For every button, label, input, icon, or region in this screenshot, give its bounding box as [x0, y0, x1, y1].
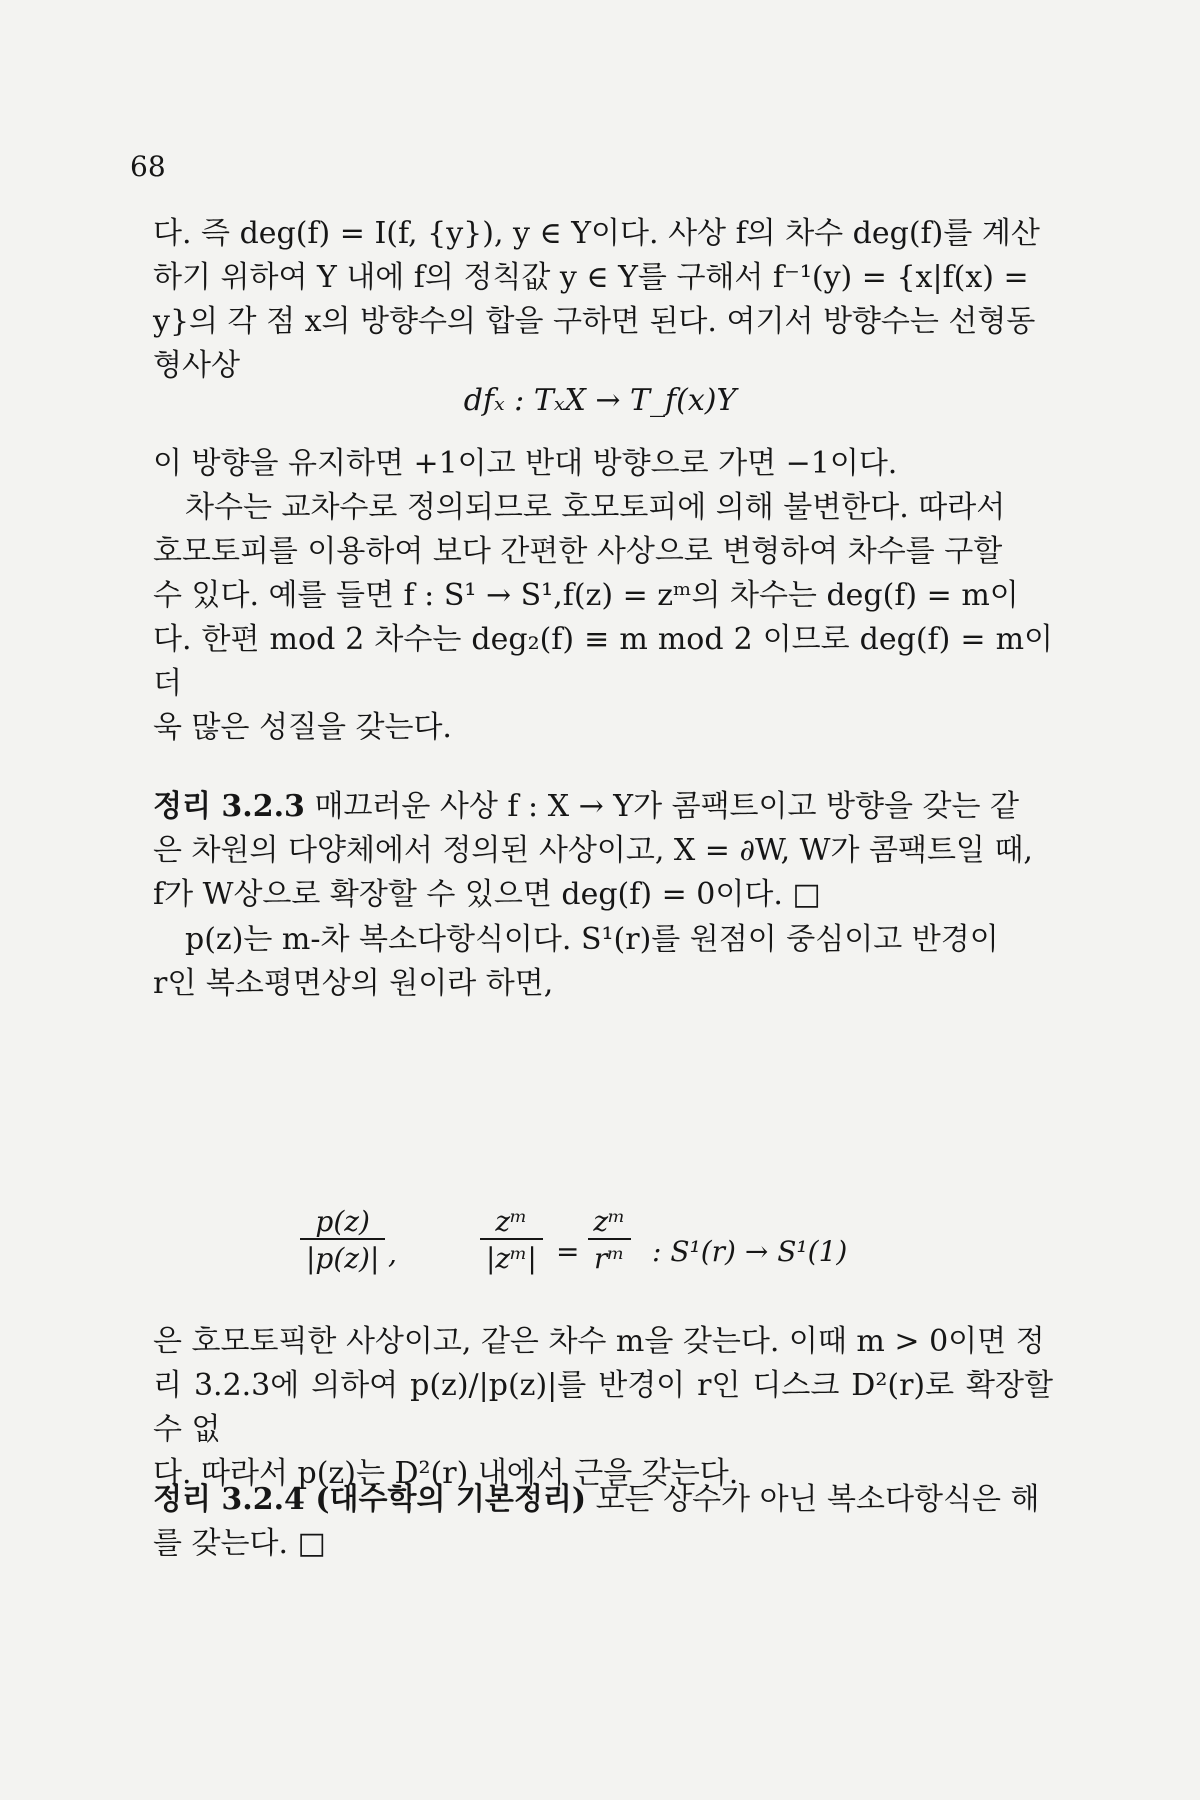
- paragraph-root-argument: [153, 1320, 1053, 1496]
- text-line: y}의 각 점 x의 방향수의 합을 구하면 된다. 여기서 방향수는 선형동: [153, 304, 1036, 339]
- theorem-text: 매끄러운 사상 f : X → Y가 콤팩트이고 방향을 갖는 같: [314, 789, 1019, 824]
- fraction-p-over-abs-p: $\frac{p(z)}{|p(z)|}$: [300, 1205, 385, 1275]
- theorem-3-2-3: [153, 785, 1053, 917]
- theorem-label: 정리 3.2.4 (대수학의 기본정리): [153, 1482, 587, 1517]
- text-line: 다. 즉 deg(f) = I(f, {y}), y ∈ Y이다. 사상 f의 차수 deg(f)를 계산: [153, 216, 1040, 251]
- text-line: f가 W상으로 확장할 수 있으면 deg(f) = 0이다. □: [153, 877, 821, 912]
- paragraph-homotopy-invariance: [153, 486, 1053, 750]
- text-line: [153, 785, 1053, 829]
- display-equation-fractions: $\frac{p(z)}{|p(z)|}$ , $\frac{\text{zᵐ}}{\text{|zᵐ|}}$ = $\frac{\text{zᵐ}}{\text{rᵐ}}$ : S¹(r) → S¹(1): [0, 1195, 1200, 1295]
- fraction-zm-over-rm: $\frac{\text{zᵐ}}{\text{rᵐ}}$: [588, 1205, 631, 1275]
- text-line: 이 방향을 유지하면 +1이고 반대 방향으로 가면 −1이다.: [153, 446, 898, 481]
- text-line: 다. 따라서 p(z)는 D²(r) 내에서 근을 갖는다.: [153, 1456, 739, 1491]
- display-equation-differential: dfₓ : TₓX → T_f(x)Y: [463, 383, 737, 418]
- page-number: 68: [130, 150, 166, 183]
- text-line: 욱 많은 성질을 갖는다.: [153, 710, 452, 745]
- text-line: 를 갖는다. □: [153, 1526, 326, 1561]
- text-line: 은 호모토픽한 사상이고, 같은 차수 m을 갖는다. 이때 m > 0이면 정: [153, 1324, 1045, 1359]
- text-line: [153, 1478, 1053, 1522]
- paragraph-orientation: [153, 442, 1053, 486]
- theorem-text: 모든 상수가 아닌 복소다항식은 해: [595, 1482, 1040, 1517]
- text-line: 하기 위하여 Y 내에 f의 정칙값 y ∈ Y를 구해서 f⁻¹(y) = {x|f(x) =: [153, 260, 1029, 295]
- text-line: r인 복소평면상의 원이라 하면,: [153, 966, 554, 1001]
- text-line: 리 3.2.3에 의하여 p(z)/|p(z)|를 반경이 r인 디스크 D²(r)로 확장할 수 없: [153, 1368, 1053, 1447]
- text-line: 호모토피를 이용하여 보다 간편한 사상으로 변형하여 차수를 구할: [153, 534, 1003, 569]
- fraction-zm-over-abs-zm: $\frac{\text{zᵐ}}{\text{|zᵐ|}}$: [480, 1205, 543, 1275]
- theorem-label: 정리 3.2.3: [153, 789, 305, 824]
- paragraph-degree-definition: [153, 212, 1053, 388]
- paragraph-complex-polynomial: [153, 918, 1053, 1006]
- text-line: 형사상: [153, 348, 240, 383]
- text-line: 다. 한편 mod 2 차수는 deg₂(f) ≡ m mod 2 이므로 deg(f) = m이 더: [153, 622, 1053, 701]
- text-line: 은 차원의 다양체에서 정의된 사상이고, X = ∂W, W가 콤팩트일 때,: [153, 833, 1033, 868]
- text-line: 수 있다. 예를 들면 f : S¹ → S¹,f(z) = zᵐ의 차수는 deg(f) = m이: [153, 578, 1019, 613]
- text-line: p(z)는 m-차 복소다항식이다. S¹(r)를 원점이 중심이고 반경이: [185, 922, 999, 957]
- theorem-3-2-4: [153, 1478, 1053, 1566]
- text-line: 차수는 교차수로 정의되므로 호모토피에 의해 불변한다. 따라서: [185, 490, 1006, 525]
